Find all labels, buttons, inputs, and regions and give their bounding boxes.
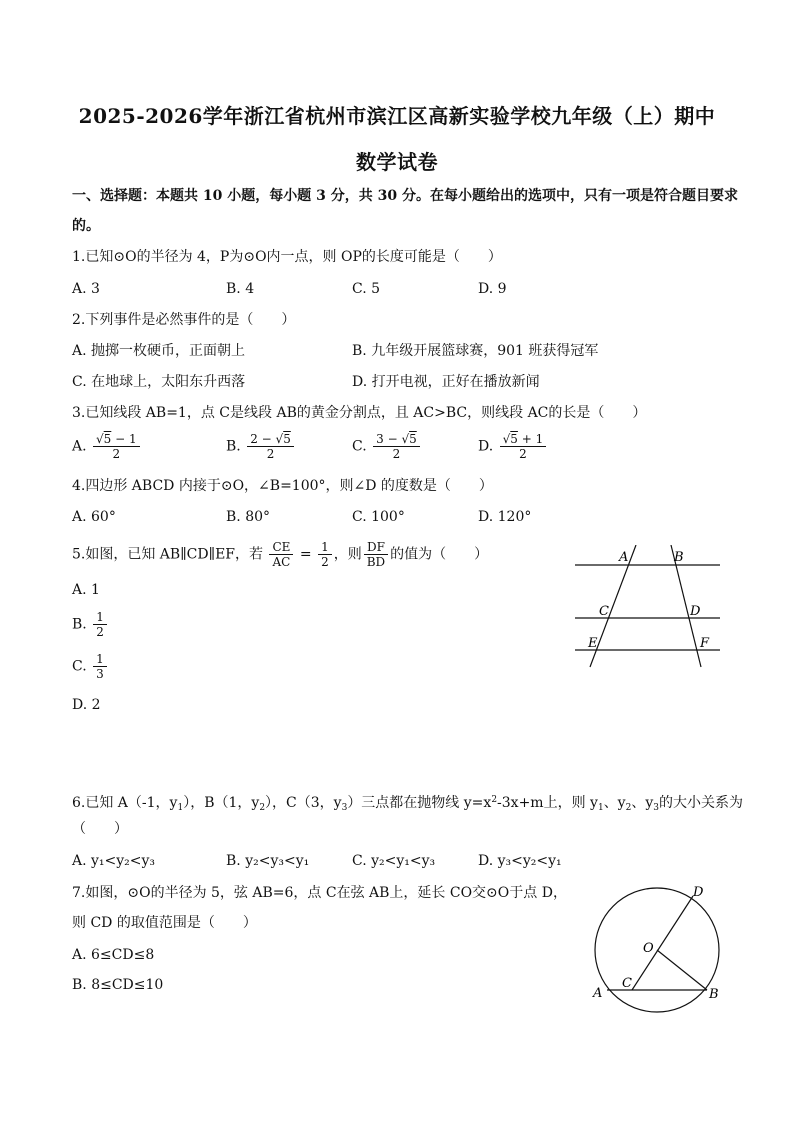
q5-f1-num: CE	[269, 540, 293, 555]
q1-option-c: C. 5	[352, 281, 381, 297]
q2-option-b: B. 九年级开展篮球赛，901 班获得冠军	[352, 343, 599, 359]
q4-option-a: A. 60°	[72, 509, 116, 525]
q5-c-fraction	[93, 652, 107, 681]
q5-option-a: A. 1	[72, 582, 100, 598]
q5-parallel-lines-figure	[570, 545, 725, 675]
q5-fraction-half	[318, 540, 332, 569]
label-c: C	[599, 604, 609, 619]
q6-text-3: ），C（3，y	[265, 795, 342, 811]
q3-b-fraction: $\frac{2 - √5}{2}$	[247, 432, 294, 461]
q3-c-label: C.	[352, 438, 367, 455]
q3-c-root: 5	[409, 432, 417, 446]
q3-b-label: B.	[226, 438, 241, 455]
q5-fraction-ce-ac	[269, 540, 293, 569]
q5-option-c	[72, 652, 109, 681]
q6-sub-1: 1	[177, 803, 184, 813]
q3-option-d	[478, 432, 548, 461]
q7-option-a: A. 6≤CD≤8	[72, 947, 155, 963]
q3-b-den: 2	[266, 447, 275, 461]
question-1-stem: 1.已知⊙O的半径为 4，P为⊙O内一点，则 OP的长度可能是（ ）	[72, 249, 502, 265]
q6-text-2: ），B（1，y	[183, 795, 260, 811]
q3-b-pre: 2 −	[250, 432, 276, 446]
question-7-stem: 7.如图，⊙O的半径为 5，弦 AB=6，点 C在弦 AB上，延长 CO交⊙O于点 D，	[72, 885, 567, 901]
question-2-stem: 2.下列事件是必然事件的是（ ）	[72, 312, 296, 328]
segment-cd	[632, 896, 693, 990]
q5-f2-den: 2	[321, 555, 329, 569]
label-d: D	[693, 885, 704, 900]
label-c: C	[622, 976, 632, 991]
q3-a-fraction: $\frac{√5 - 1}{2}$	[93, 432, 140, 461]
question-4-stem: 4.四边形 ABCD 内接于⊙O，∠B=100°，则∠D 的度数是（ ）	[72, 478, 493, 494]
q5-c-label: C.	[72, 658, 87, 675]
q3-a-den: 2	[112, 447, 121, 461]
q6-text-1: 6.已知 A（-1，y	[72, 795, 178, 811]
q5-f3-num: DF	[364, 540, 388, 555]
q3-a-rest: − 1	[111, 432, 137, 446]
q7-option-b: B. 8≤CD≤10	[72, 977, 164, 993]
q1-option-b: B. 4	[226, 281, 255, 297]
label-b: B	[709, 987, 719, 1002]
q5-f2-num: 1	[318, 540, 332, 555]
q6-sub-2: 2	[259, 803, 266, 813]
q1-option-d: D. 9	[478, 281, 507, 297]
label-o: O	[643, 941, 654, 956]
section-heading: 一、选择题：本题共 10 小题，每小题 3 分，共 30 分。在每小题给出的选项中，只有一项是符合题目要求	[72, 188, 738, 204]
q3-option-a	[72, 432, 142, 461]
q6-text-7: 、y	[631, 795, 654, 811]
label-e: E	[588, 636, 598, 651]
q6-sub-y2: 2	[625, 803, 632, 813]
q5-b-fraction	[93, 610, 107, 639]
label-a: A	[593, 986, 603, 1001]
q6-text-8: 的大小关系为	[659, 795, 743, 811]
q3-d-root: 5	[510, 432, 518, 446]
q5-eq: =	[295, 546, 317, 563]
q3-d-rest: + 1	[517, 432, 544, 446]
question-6-stem-cont: （ ）	[72, 821, 128, 837]
q3-d-label: D.	[478, 438, 494, 455]
q5-f1-den: AC	[272, 555, 291, 569]
q6-text-4: ）三点都在抛物线 y=x	[347, 795, 492, 811]
q5-b-num: 1	[93, 610, 107, 625]
q5-fraction-df-bd	[364, 540, 388, 569]
q3-c-pre: 3 −	[376, 432, 402, 446]
label-b: B	[674, 550, 684, 565]
exam-title: 2025-2026学年浙江省杭州市滨江区高新实验学校九年级（上）期中	[78, 104, 716, 128]
q2-option-a: A. 抛掷一枚硬币，正面朝上	[72, 343, 246, 359]
q6-text-6: 、y	[603, 795, 626, 811]
q4-option-b: B. 80°	[226, 509, 271, 525]
q6-sub-y1: 1	[597, 803, 604, 813]
q2-option-d: D. 打开电视，正好在播放新闻	[352, 374, 540, 390]
label-d: D	[690, 604, 701, 619]
label-a: A	[619, 550, 629, 565]
q4-option-d: D. 120°	[478, 509, 532, 525]
question-3-stem: 3.已知线段 AB=1，点 C是线段 AB的黄金分割点，且 AC>BC，则线段 AC的长是（ ）	[72, 405, 647, 421]
q5-b-den: 2	[96, 625, 104, 639]
q6-option-b: B. y₂<y₃<y₁	[226, 853, 310, 869]
q3-b-root: 5	[283, 432, 291, 446]
question-7-stem-cont: 则 CD 的取值范围是（ ）	[72, 915, 257, 931]
question-5-stem	[72, 540, 488, 569]
q3-c-den: 2	[392, 447, 401, 461]
q3-option-c	[352, 432, 422, 461]
q6-sub-3: 3	[341, 803, 348, 813]
q6-text-5: -3x+m上，则 y	[497, 795, 598, 811]
label-f: F	[700, 636, 710, 651]
q6-sup-2: 2	[491, 795, 498, 805]
question-6-stem	[72, 790, 743, 818]
q3-c-fraction: $\frac{3 - √5}{2}$	[373, 432, 420, 461]
q3-a-label: A.	[72, 438, 87, 455]
q2-option-c: C. 在地球上，太阳东升西落	[72, 374, 246, 390]
q3-a-root: 5	[103, 432, 112, 446]
q5-c-den: 3	[96, 667, 104, 681]
q3-d-fraction: $\frac{√5 + 1}{2}$	[500, 432, 547, 461]
q5-option-b	[72, 610, 109, 639]
q5-c-num: 1	[93, 652, 107, 667]
q6-option-c: C. y₂<y₁<y₃	[352, 853, 436, 869]
q6-sub-y3: 3	[653, 803, 659, 813]
segment-ob	[657, 950, 707, 990]
section-heading-cont: 的。	[72, 218, 100, 234]
exam-subtitle: 数学试卷	[356, 150, 438, 174]
q4-option-c: C. 100°	[352, 509, 405, 525]
q3-d-den: 2	[519, 447, 527, 461]
q1-option-a: A. 3	[72, 281, 100, 297]
q5-stem-pre: 5.如图，已知 AB∥CD∥EF，若	[72, 546, 264, 563]
q5-stem-post: 的值为（ ）	[390, 546, 489, 563]
q7-circle-figure	[585, 880, 725, 1020]
q5-mid: ，则	[333, 546, 362, 563]
q5-f3-den: BD	[366, 555, 386, 569]
q5-b-label: B.	[72, 616, 87, 633]
q3-option-b	[226, 432, 296, 461]
q6-option-d: D. y₃<y₂<y₁	[478, 853, 562, 869]
q6-option-a: A. y₁<y₂<y₃	[72, 853, 156, 869]
q5-option-d: D. 2	[72, 697, 101, 713]
